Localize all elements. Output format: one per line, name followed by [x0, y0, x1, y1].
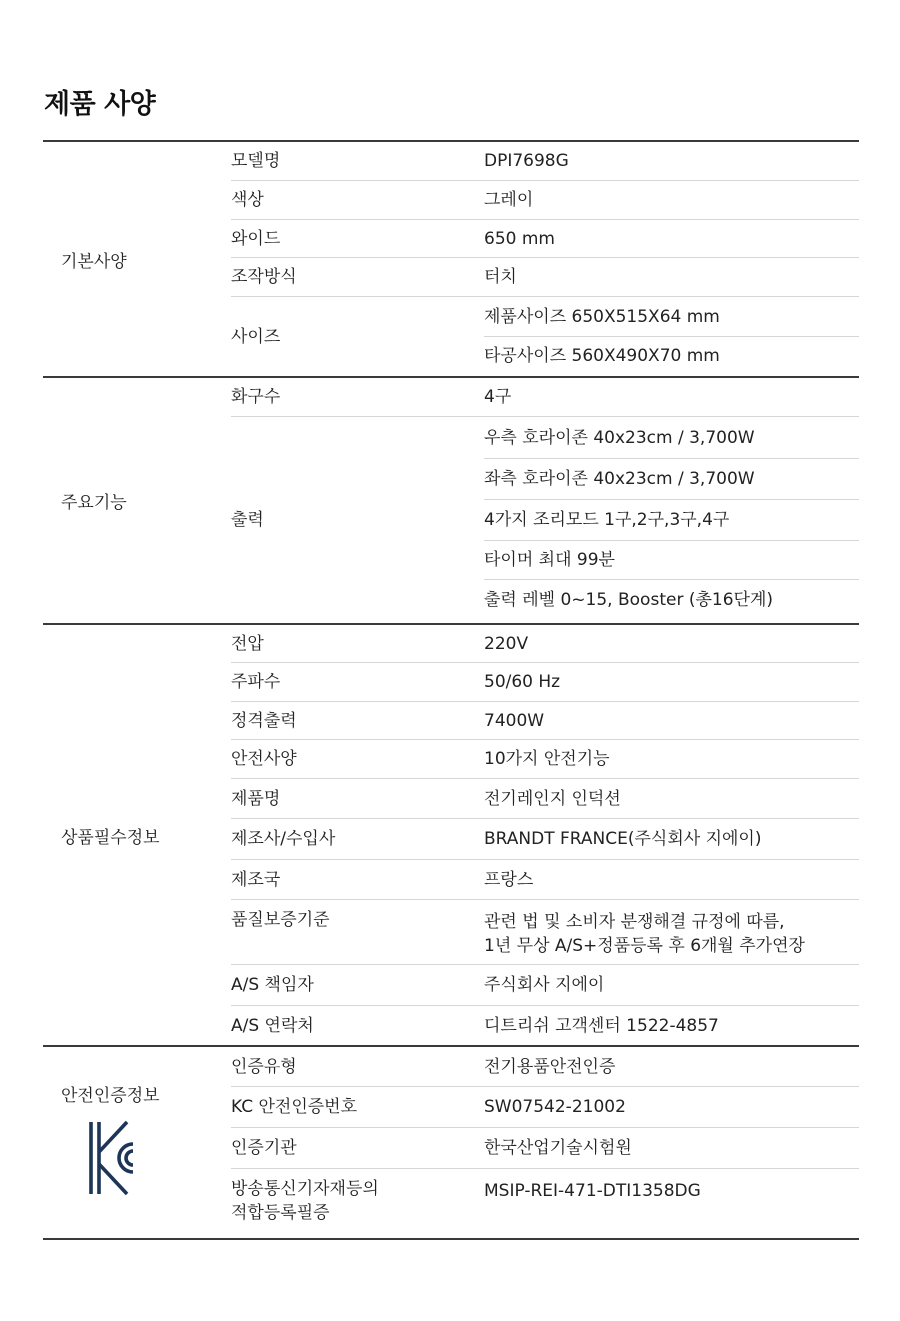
row-label: 안전사양	[231, 749, 297, 769]
row-label: 색상	[231, 190, 264, 210]
section-product-info	[43, 623, 859, 1045]
row-value: 50/60 Hz	[484, 672, 561, 692]
row-value: 10가지 안전기능	[484, 749, 610, 769]
category-label: 기본사양	[61, 251, 127, 272]
row-label: 제조사/수입사	[231, 829, 336, 849]
table-row	[231, 818, 859, 859]
table-row	[231, 778, 859, 818]
row-label: KC 안전인증번호	[231, 1097, 358, 1117]
row-value: 한국산업기술시험원	[484, 1138, 632, 1158]
row-label: 제품명	[231, 788, 281, 809]
row-value: 좌측 호라이존 40x23cm / 3,700W	[484, 458, 859, 499]
table-row	[231, 219, 859, 257]
row-value: 주식회사 지에이	[484, 975, 605, 995]
row-value: 7400W	[484, 710, 545, 731]
row-label: A/S 책임자	[231, 975, 314, 995]
row-label: 인증기관	[231, 1138, 297, 1158]
row-value: 650 mm	[484, 228, 555, 249]
row-value: 4구	[484, 387, 512, 407]
row-label: 사이즈	[231, 326, 281, 347]
section-safety-cert	[43, 1045, 859, 1240]
table-row	[231, 859, 859, 899]
category-cell	[43, 1047, 231, 1238]
section-main-features	[43, 376, 859, 623]
row-label: 방송통신기자재등의 적합등록필증	[231, 1179, 379, 1223]
row-label: 주파수	[231, 672, 281, 692]
table-row	[231, 257, 859, 296]
category-label: 상품필수정보	[61, 827, 160, 848]
table-row	[231, 180, 859, 219]
row-value: MSIP-REI-471-DTI1358DG	[484, 1181, 701, 1201]
row-label: A/S 연락처	[231, 1015, 314, 1036]
row-value: 출력 레벨 0~15, Booster (총16단계)	[484, 579, 859, 619]
category-label: 안전인증정보	[61, 1086, 160, 1106]
row-label: 전압	[231, 633, 264, 654]
table-row	[231, 378, 859, 416]
row-label: 제조국	[231, 869, 281, 890]
table-row	[231, 1127, 859, 1168]
table-row	[231, 416, 859, 623]
row-label: 인증유형	[231, 1056, 297, 1077]
row-label: 화구수	[231, 387, 281, 407]
row-value: 4가지 조리모드 1구,2구,3구,4구	[484, 499, 859, 540]
table-row	[231, 1168, 859, 1238]
row-label: 조작방식	[231, 267, 297, 287]
table-row	[231, 662, 859, 701]
table-row	[231, 625, 859, 662]
table-row	[231, 964, 859, 1005]
table-row	[231, 899, 859, 964]
row-value: SW07542-21002	[484, 1097, 626, 1117]
kc-certification-icon	[89, 1120, 141, 1196]
row-value: 디트리쉬 고객센터 1522-4857	[484, 1015, 719, 1036]
row-value: 제품사이즈 650X515X64 mm	[484, 306, 720, 327]
row-label: 모델명	[231, 151, 281, 171]
row-value: 전기레인지 인덕션	[484, 788, 621, 809]
row-value: 220V	[484, 633, 529, 654]
row-value: 우측 호라이존 40x23cm / 3,700W	[484, 427, 755, 448]
row-value: DPI7698G	[484, 151, 569, 171]
table-row	[231, 1086, 859, 1127]
row-value: BRANDT FRANCE(주식회사 지에이)	[484, 829, 762, 849]
row-label: 품질보증기준	[231, 910, 330, 930]
section-basic-spec	[43, 140, 859, 376]
table-row	[231, 142, 859, 180]
row-value: 타공사이즈 560X490X70 mm	[484, 336, 859, 375]
table-row	[231, 296, 859, 376]
table-row	[231, 1047, 859, 1086]
row-value: 타이머 최대 99분	[484, 540, 859, 579]
row-value: 그레이	[484, 190, 534, 210]
row-value: 터치	[484, 267, 517, 287]
row-value: 프랑스	[484, 869, 534, 890]
row-label: 정격출력	[231, 710, 297, 731]
row-value: 관련 법 및 소비자 분쟁해결 규정에 따름, 1년 무상 A/S+정품등록 후 6개월 추가연장	[484, 912, 805, 956]
table-row	[231, 1005, 859, 1045]
row-value: 전기용품안전인증	[484, 1056, 616, 1077]
spec-table	[43, 140, 859, 1240]
row-label: 와이드	[231, 228, 281, 249]
table-row	[231, 739, 859, 778]
table-row	[231, 701, 859, 739]
row-label: 출력	[231, 510, 264, 530]
page-title: 제품 사양	[44, 89, 156, 120]
category-label: 주요기능	[61, 493, 127, 513]
